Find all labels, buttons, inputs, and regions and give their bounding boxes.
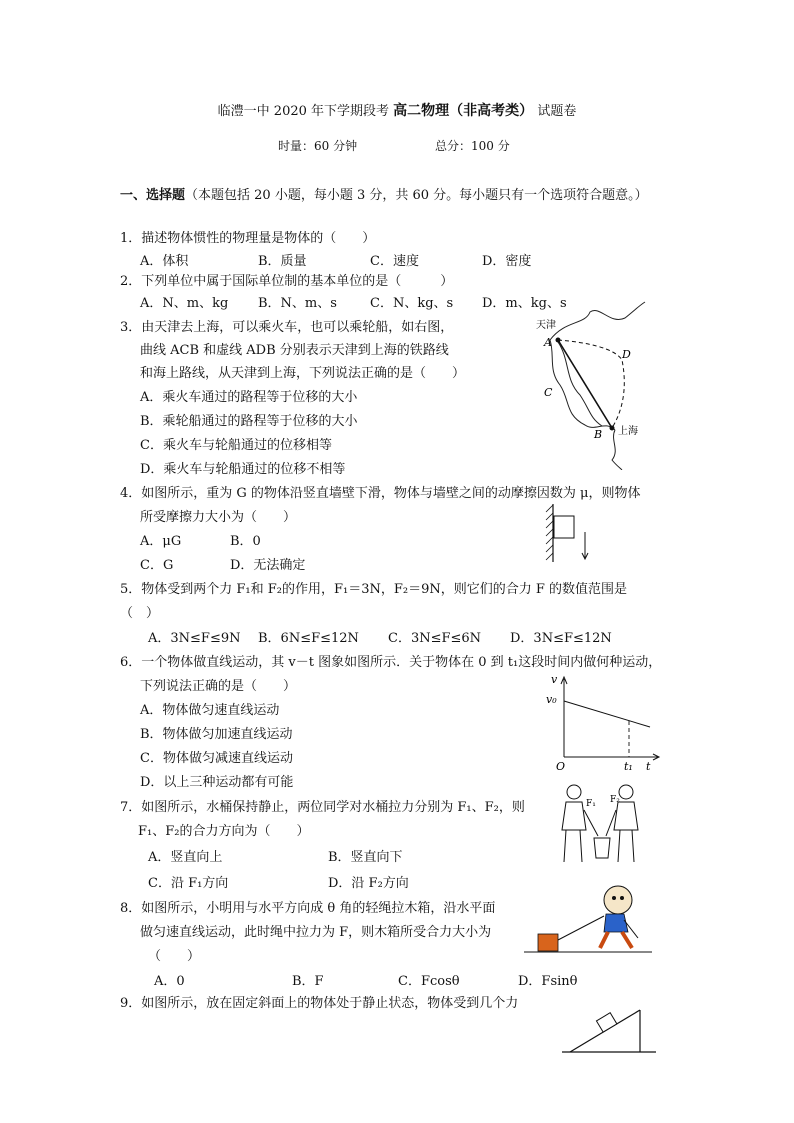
q6-option-d: D．以上三种运动都有可能 bbox=[140, 775, 294, 790]
q9-incline-figure bbox=[560, 1000, 660, 1058]
q6-vt-graph bbox=[540, 665, 665, 777]
q3-line1: 3．由天津去上海，可以乘火车，也可以乘轮船，如右图， bbox=[120, 320, 454, 335]
q5-option-b: B．6N≤F≤12N bbox=[258, 631, 359, 646]
q2-option-a: A．N、m、kg bbox=[140, 296, 229, 311]
q2-option-d: D．m、kg、s bbox=[482, 296, 567, 311]
axis-t-label: t bbox=[646, 760, 651, 773]
q3-map-figure bbox=[530, 300, 650, 470]
section-heading bbox=[120, 184, 648, 203]
q5-line1: 5．物体受到两个力 F₁和 F₂的作用，F₁＝3N，F₂＝9N，则它们的合力 F 的数值范围是 bbox=[120, 582, 628, 597]
q8-line3: （ ） bbox=[148, 949, 201, 964]
title-suffix: 试题卷 bbox=[537, 104, 577, 119]
q8-option-b: B．F bbox=[292, 974, 324, 989]
q8-line2: 做匀速直线运动，此时绳中拉力为 F，则木箱所受合力大小为 bbox=[140, 925, 492, 940]
q8-option-d: D．Fsinθ bbox=[518, 974, 578, 989]
section-title: 一、选择题 bbox=[120, 188, 186, 203]
q7-line1: 7．如图所示，水桶保持静止，两位同学对水桶拉力分别为 F₁、F₂，则 bbox=[120, 800, 525, 815]
q4-wall-figure bbox=[543, 502, 603, 564]
origin-label: O bbox=[556, 760, 566, 773]
axis-v-label: v bbox=[551, 673, 558, 686]
q8-option-c: C．Fcosθ bbox=[398, 974, 460, 989]
q2-option-c: C．N、kg、s bbox=[370, 296, 454, 311]
q3-option-d: D．乘火车与轮船通过的位移不相等 bbox=[140, 462, 346, 477]
q8-pulling-figure bbox=[520, 882, 660, 957]
section-note: （本题包括 20 小题，每小题 3 分，共 60 分。每小题只有一个选项符合题意。） bbox=[185, 188, 648, 203]
q7-bucket-figure bbox=[552, 780, 652, 880]
q6-option-b: B．物体做匀加速直线运动 bbox=[140, 727, 293, 742]
f2-label: F₂ bbox=[610, 795, 620, 805]
q6-option-c: C．物体做匀减速直线运动 bbox=[140, 751, 293, 766]
q8-option-a: A．0 bbox=[154, 974, 185, 989]
time-limit: 时量：60 分钟 bbox=[278, 139, 358, 153]
q2-option-b: B．N、m、s bbox=[258, 296, 337, 311]
t1-label: t₁ bbox=[624, 760, 633, 773]
q3-option-b: B．乘轮船通过的路程等于位移的大小 bbox=[140, 414, 358, 429]
q7-line2: F₁、F₂的合力方向为（ ） bbox=[138, 824, 310, 839]
q4-option-c: C．G bbox=[140, 558, 174, 573]
exam-title bbox=[0, 100, 794, 120]
fig-label-a: A bbox=[544, 336, 552, 349]
q1-option-c: C．速度 bbox=[370, 254, 419, 269]
q4-option-d: D．无法确定 bbox=[230, 558, 306, 573]
q5-option-a: A．3N≤F≤9N bbox=[148, 631, 241, 646]
q4-option-a: A．μG bbox=[140, 534, 182, 549]
q7-option-a: A．竖直向上 bbox=[148, 850, 223, 865]
q1-option-d: D．密度 bbox=[482, 254, 532, 269]
fig-label-tianjin: 天津 bbox=[536, 320, 556, 331]
q4-line2: 所受摩擦力大小为（ ） bbox=[140, 510, 297, 525]
q6-line1: 6．一个物体做直线运动，其 v－t 图象如图所示．关于物体在 0 到 t₁这段时间内做何种运动， bbox=[120, 655, 662, 670]
q6-line2: 下列说法正确的是（ ） bbox=[140, 679, 297, 694]
total-score: 总分：100 分 bbox=[435, 139, 510, 153]
q7-option-c: C．沿 F₁方向 bbox=[148, 876, 229, 891]
q3-option-a: A．乘火车通过的路程等于位移的大小 bbox=[140, 390, 358, 405]
fig-label-d: D bbox=[622, 348, 631, 361]
q3-line2: 曲线 ACB 和虚线 ADB 分别表示天津到上海的铁路线 bbox=[140, 343, 449, 358]
fig-label-c: C bbox=[544, 386, 553, 399]
q4-line1: 4．如图所示，重为 G 的物体沿竖直墙壁下滑，物体与墙壁之间的动摩擦因数为 μ，则物体 bbox=[120, 486, 641, 501]
q7-option-b: B．竖直向下 bbox=[328, 850, 403, 865]
fig-label-shanghai: 上海 bbox=[618, 426, 638, 437]
q5-line2: （ ） bbox=[120, 606, 160, 621]
q5-option-c: C．3N≤F≤6N bbox=[388, 631, 482, 646]
q8-line1: 8．如图所示，小明用与水平方向成 θ 角的轻绳拉木箱，沿水平面 bbox=[120, 901, 496, 916]
q3-line3: 和海上路线，从天津到上海，下列说法正确的是（ ） bbox=[140, 366, 466, 381]
v0-label: v₀ bbox=[546, 693, 557, 706]
q1-stem: 1．描述物体惯性的物理量是物体的（ ） bbox=[120, 231, 376, 246]
q7-option-d: D．沿 F₂方向 bbox=[328, 876, 409, 891]
f1-label: F₁ bbox=[586, 799, 596, 809]
title-prefix: 临澧一中 2020 年下学期段考 bbox=[217, 104, 390, 119]
title-main: 高二物理（非高考类） bbox=[393, 103, 534, 119]
fig-label-b: B bbox=[594, 428, 603, 441]
q6-option-a: A．物体做匀速直线运动 bbox=[140, 703, 280, 718]
q2-stem: 2．下列单位中属于国际单位制的基本单位的是（ ） bbox=[120, 274, 454, 289]
q4-option-b: B．0 bbox=[230, 534, 261, 549]
q1-option-a: A．体积 bbox=[140, 254, 189, 269]
q9-line1: 9．如图所示，放在固定斜面上的物体处于静止状态，物体受到几个力 bbox=[120, 996, 519, 1011]
q5-option-d: D．3N≤F≤12N bbox=[510, 631, 612, 646]
q1-option-b: B．质量 bbox=[258, 254, 307, 269]
q3-option-c: C．乘火车与轮船通过的位移相等 bbox=[140, 438, 332, 453]
